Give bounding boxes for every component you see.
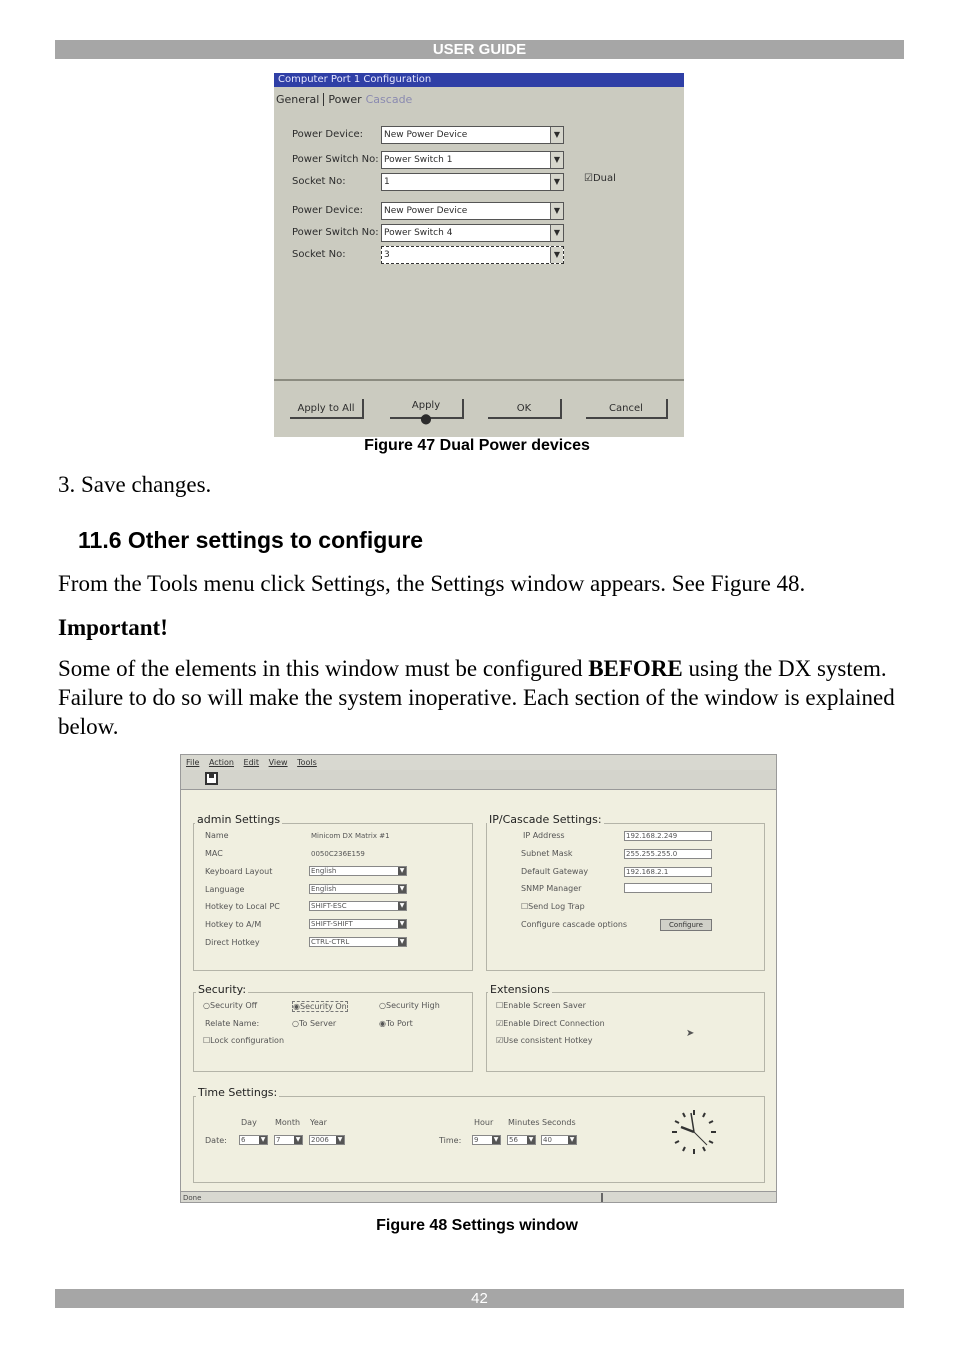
- tab-general[interactable]: General: [276, 93, 320, 106]
- socket-label-2: Socket No:: [292, 249, 346, 260]
- save-icon[interactable]: [205, 772, 218, 785]
- figure-48-caption: Figure 48 Settings window: [376, 1217, 578, 1234]
- header-title: USER GUIDE: [432, 41, 527, 58]
- snmp-manager-label: SNMP Manager: [521, 884, 582, 893]
- step-3: 3. Save changes.: [58, 472, 212, 497]
- socket-select-2[interactable]: 3 ▼: [381, 246, 564, 264]
- default-gateway-label: Default Gateway: [521, 867, 589, 876]
- chevron-down-icon: ▼: [399, 885, 405, 892]
- menu-file[interactable]: File: [186, 758, 200, 767]
- name-value: Minicom DX Matrix #1: [311, 832, 390, 840]
- important-label: Important!: [58, 615, 168, 640]
- clock-icon: [669, 1107, 719, 1157]
- year-select[interactable]: 2006 ▼: [309, 1135, 345, 1145]
- ip-address-label: IP Address: [523, 831, 565, 840]
- checkbox-icon: ☐: [203, 1036, 211, 1045]
- minutes-select[interactable]: 56 ▼: [507, 1135, 536, 1145]
- power-device-select-2[interactable]: New Power Device ▼: [381, 202, 564, 220]
- direct-hotkey-select[interactable]: CTRL-CTRL ▼: [309, 937, 407, 947]
- toolbar: [181, 770, 776, 790]
- language-select[interactable]: English ▼: [309, 884, 407, 894]
- chevron-down-icon: ▼: [337, 1136, 343, 1143]
- radio-icon: ○: [292, 1019, 299, 1028]
- power-switch-label-1: Power Switch No:: [292, 154, 379, 165]
- status-text: Done: [183, 1194, 202, 1202]
- apply-to-all-button[interactable]: Apply to All: [290, 399, 364, 419]
- date-label: Date:: [205, 1136, 227, 1145]
- subnet-mask-label: Subnet Mask: [521, 849, 573, 858]
- radio-icon: ○: [379, 1001, 386, 1010]
- seconds-select[interactable]: 40 ▼: [541, 1135, 577, 1145]
- paragraph-2: Some of the elements in this window must be configured BEFORE using the DX system. Failure to do so will make the system inoperative. Each section of the window is explained below.: [58, 656, 895, 739]
- time-label: Time:: [439, 1136, 462, 1145]
- extensions-title: Extensions: [490, 983, 550, 996]
- hotkey-local-select[interactable]: SHIFT-ESC ▼: [309, 901, 407, 911]
- power-switch-select-2[interactable]: Power Switch 4 ▼: [381, 224, 564, 242]
- header-bar: [55, 40, 904, 59]
- tab-power[interactable]: Power: [328, 93, 362, 106]
- status-bar: [181, 1191, 777, 1203]
- menu-bar: [181, 755, 776, 770]
- ip-cascade-title: IP/Cascade Settings:: [489, 813, 602, 826]
- chevron-down-icon: ▼: [550, 174, 563, 190]
- year-label: Year: [310, 1118, 327, 1127]
- section-heading: 11.6 Other settings to configure: [78, 527, 424, 553]
- paragraph-1: From the Tools menu click Settings, the Settings window appears. See Figure 48.: [58, 571, 806, 596]
- snmp-manager-input[interactable]: [624, 883, 712, 893]
- security-high-radio[interactable]: ○Security High: [379, 1001, 440, 1010]
- menu-action[interactable]: Action: [208, 758, 234, 767]
- menu-edit[interactable]: Edit: [243, 758, 260, 767]
- keyboard-layout-select[interactable]: English ▼: [309, 866, 407, 876]
- chevron-down-icon: ▼: [550, 127, 563, 143]
- configure-button[interactable]: Configure: [660, 919, 712, 931]
- screen-saver-checkbox[interactable]: ☐Enable Screen Saver: [496, 1001, 586, 1010]
- mouse-pointer-icon: ➤: [686, 1028, 695, 1039]
- hour-label: Hour: [474, 1118, 494, 1127]
- default-gateway-input[interactable]: 192.168.2.1: [624, 867, 712, 877]
- menu-view[interactable]: View: [268, 758, 288, 767]
- radio-icon: ○: [203, 1001, 210, 1010]
- chevron-down-icon: ▼: [399, 867, 405, 874]
- send-log-trap-checkbox[interactable]: ☐Send Log Trap: [521, 902, 585, 911]
- admin-settings-group: [193, 823, 473, 971]
- hotkey-arm-select[interactable]: SHIFT-SHIFT ▼: [309, 919, 407, 929]
- ok-button[interactable]: OK: [488, 399, 562, 419]
- seconds-label: Seconds: [542, 1118, 576, 1127]
- cursor-icon: ⬤: [420, 414, 432, 425]
- socket-label-1: Socket No:: [292, 176, 346, 187]
- cancel-button[interactable]: Cancel: [586, 399, 668, 419]
- minutes-label: Minutes: [508, 1118, 540, 1127]
- menu-tools[interactable]: Tools: [297, 758, 317, 767]
- chevron-down-icon: ▼: [260, 1136, 266, 1143]
- hotkey-arm-label: Hotkey to A/M: [205, 920, 262, 929]
- checkbox-checked-icon: ☑: [496, 1036, 504, 1045]
- power-switch-label-2: Power Switch No:: [292, 227, 379, 238]
- socket-select-1[interactable]: 1 ▼: [381, 173, 564, 191]
- dual-checkbox[interactable]: ☑Dual: [584, 173, 616, 184]
- chevron-down-icon: ▼: [295, 1136, 301, 1143]
- relate-name-label: Relate Name:: [205, 1019, 260, 1028]
- checkbox-icon: ☐: [521, 902, 529, 911]
- divider: [274, 379, 684, 381]
- chevron-down-icon: ▼: [399, 920, 405, 927]
- chevron-down-icon: ▼: [550, 225, 563, 241]
- keyboard-layout-label: Keyboard Layout: [205, 867, 273, 876]
- to-server-radio[interactable]: ○To Server: [292, 1019, 337, 1028]
- direct-hotkey-label: Direct Hotkey: [205, 938, 260, 947]
- chevron-down-icon: ▼: [528, 1136, 534, 1143]
- chevron-down-icon: ▼: [550, 152, 563, 168]
- page-number: 42: [471, 1290, 488, 1307]
- admin-settings-title: admin Settings: [197, 813, 281, 826]
- footer-bar: [55, 1289, 904, 1308]
- checkbox-checked-icon: ☑: [496, 1019, 504, 1028]
- power-device-label-2: Power Device:: [292, 205, 363, 216]
- hour-select[interactable]: 9 ▼: [472, 1135, 501, 1145]
- security-off-radio[interactable]: ○Security Off: [203, 1001, 258, 1010]
- mac-value: 0050C236E159: [311, 850, 365, 858]
- dialog-titlebar: Computer Port 1 Configuration: [274, 73, 684, 87]
- hotkey-local-label: Hotkey to Local PC: [205, 902, 280, 911]
- apply-button[interactable]: Apply ⬤: [390, 399, 464, 419]
- figure-47-dialog: [274, 73, 684, 437]
- checkbox-checked-icon: ☑: [584, 173, 593, 184]
- cascade-options-label: Configure cascade options: [521, 920, 628, 929]
- direct-connection-checkbox[interactable]: ☑Enable Direct Connection: [496, 1019, 605, 1028]
- lock-configuration-checkbox[interactable]: ☐Lock configuration: [203, 1036, 285, 1045]
- tab-cascade[interactable]: Cascade: [365, 93, 413, 106]
- language-label: Language: [205, 885, 245, 894]
- day-label: Day: [241, 1118, 257, 1127]
- figure-47-caption: Figure 47 Dual Power devices: [364, 437, 590, 454]
- time-settings-title: Time Settings:: [198, 1086, 278, 1099]
- subnet-mask-input[interactable]: 255.255.255.0: [624, 849, 712, 859]
- consistent-hotkey-checkbox[interactable]: ☑Use consistent Hotkey: [496, 1036, 593, 1045]
- figure-48-settings-window: [180, 754, 777, 1203]
- ip-address-input[interactable]: 192.168.2.249: [624, 831, 712, 841]
- ip-cascade-group: [486, 823, 765, 971]
- day-select[interactable]: 6 ▼: [239, 1135, 268, 1145]
- month-label: Month: [275, 1118, 301, 1127]
- radio-selected-icon: ◉: [293, 1002, 300, 1011]
- power-device-select-1[interactable]: New Power Device ▼: [381, 126, 564, 144]
- radio-selected-icon: ◉: [379, 1019, 386, 1028]
- chevron-down-icon: ▼: [550, 247, 563, 263]
- mac-label: MAC: [205, 849, 223, 858]
- chevron-down-icon: ▼: [399, 902, 405, 909]
- security-on-radio[interactable]: ◉Security On: [293, 1002, 347, 1011]
- name-label: Name: [205, 831, 229, 840]
- power-device-label-1: Power Device:: [292, 129, 363, 140]
- month-select[interactable]: 7 ▼: [274, 1135, 303, 1145]
- checkbox-icon: ☐: [496, 1001, 504, 1010]
- status-cell: [601, 1193, 776, 1203]
- to-port-radio[interactable]: ◉To Port: [379, 1019, 413, 1028]
- chevron-down-icon: ▼: [550, 203, 563, 219]
- power-switch-select-1[interactable]: Power Switch 1 ▼: [381, 151, 564, 169]
- chevron-down-icon: ▼: [493, 1136, 499, 1143]
- chevron-down-icon: ▼: [399, 938, 405, 945]
- security-title: Security:: [198, 983, 247, 996]
- chevron-down-icon: ▼: [569, 1136, 575, 1143]
- dialog-tabs: [276, 93, 416, 106]
